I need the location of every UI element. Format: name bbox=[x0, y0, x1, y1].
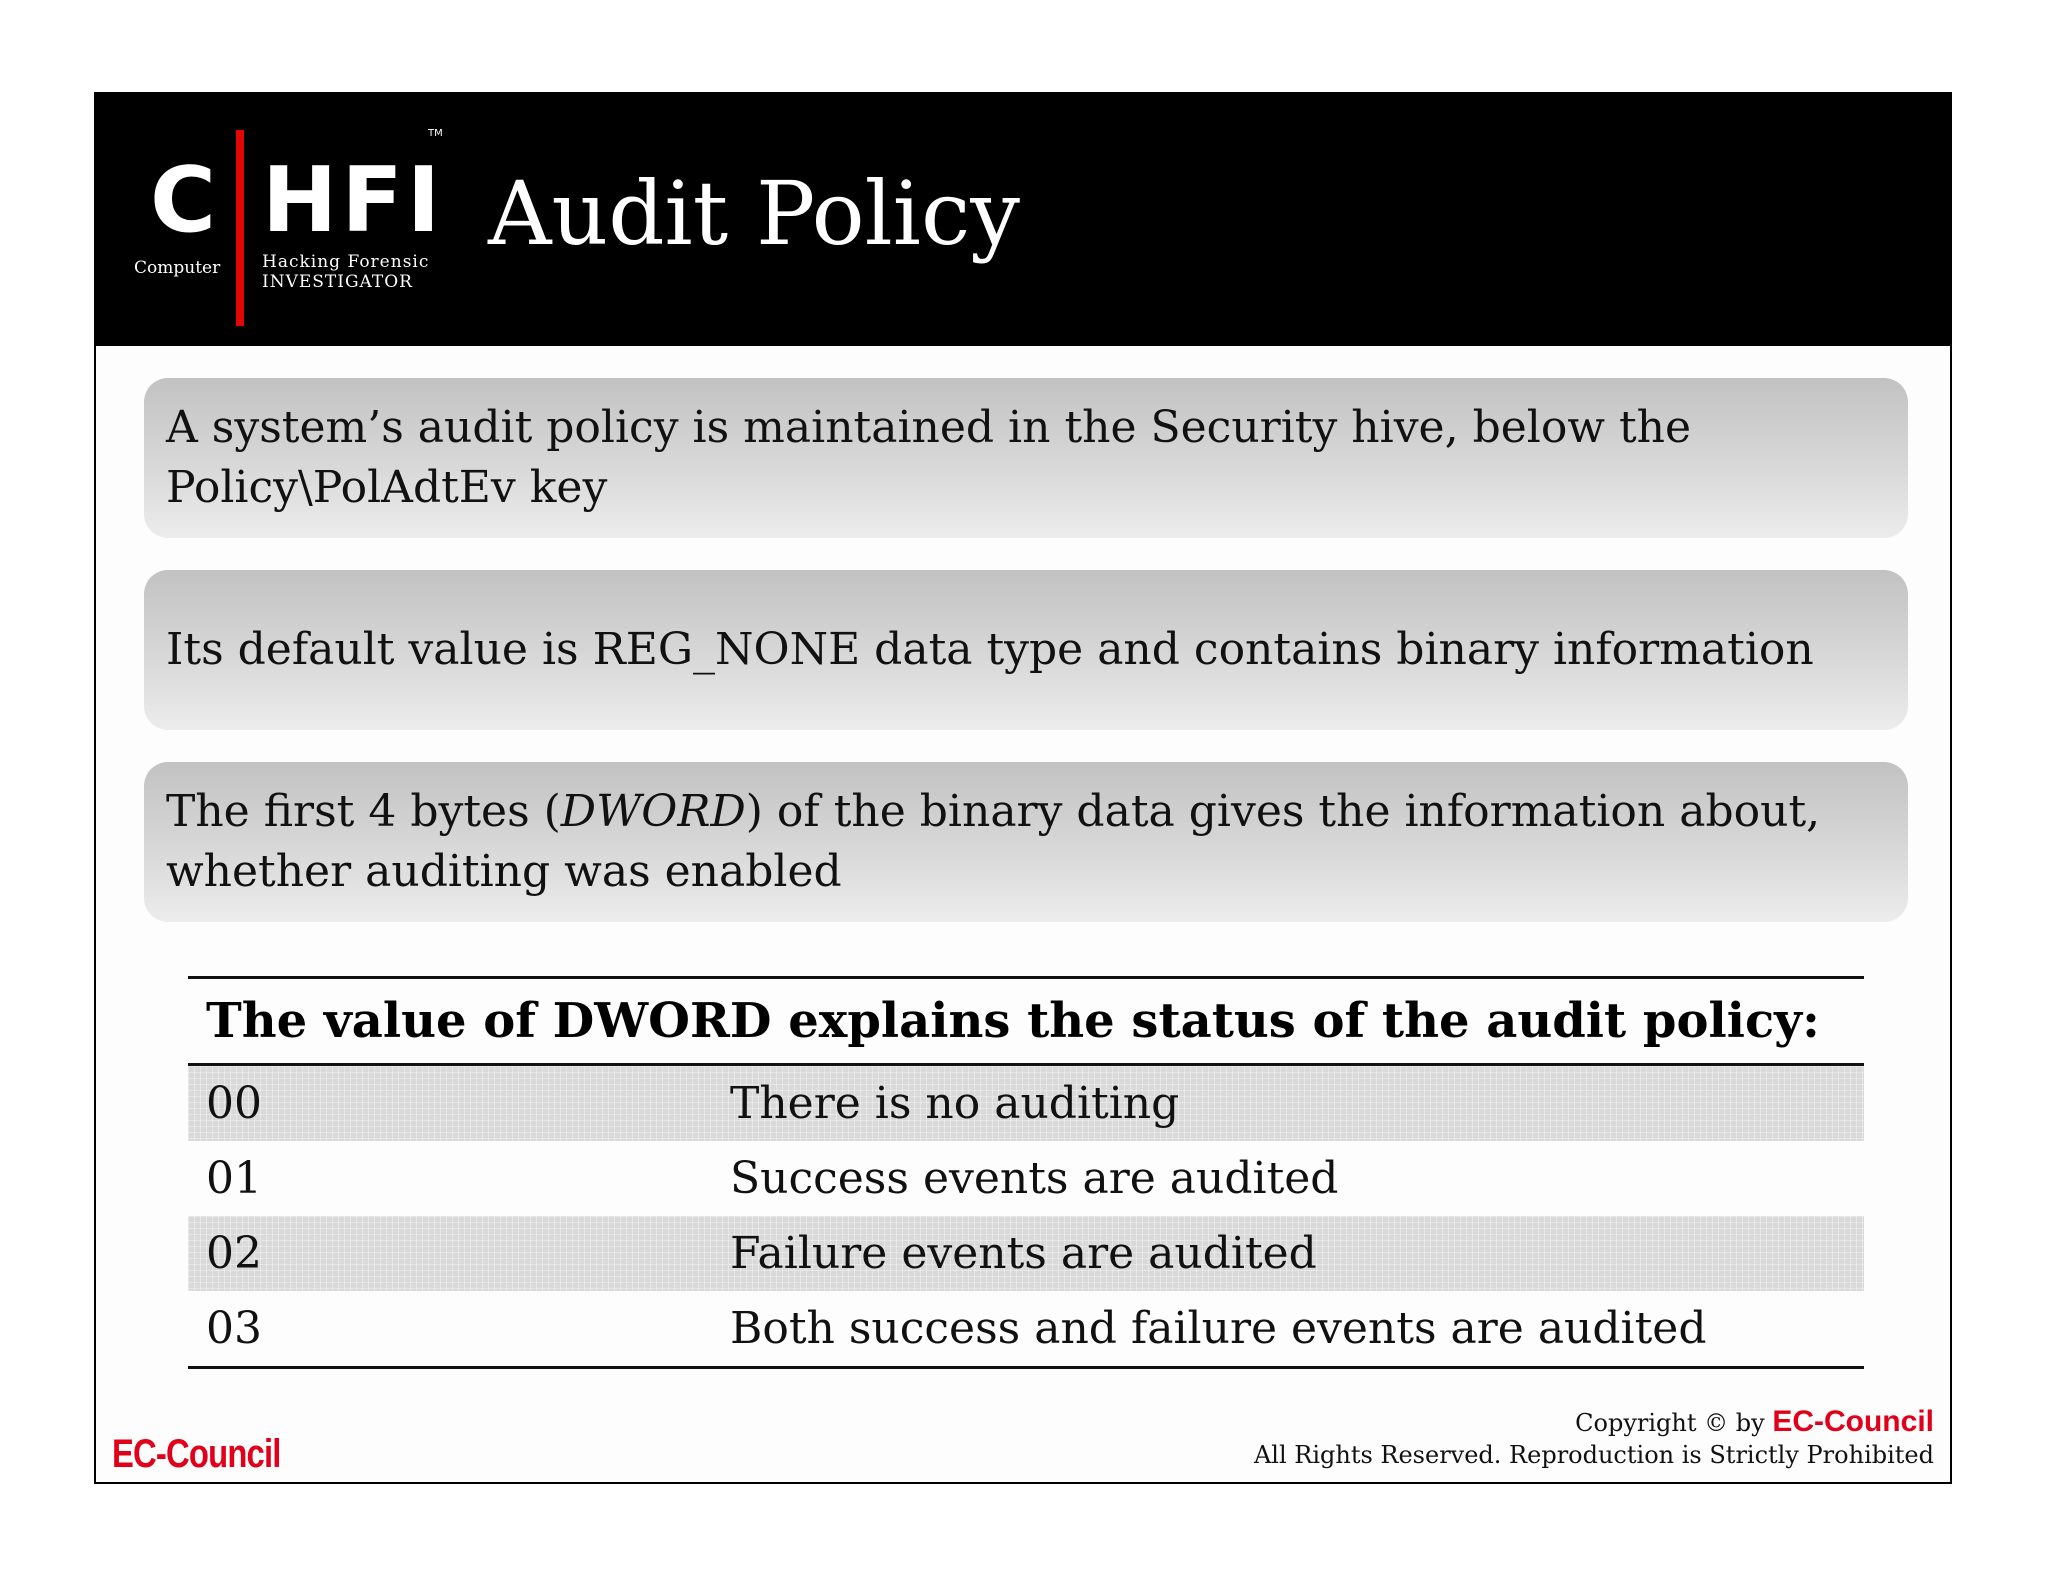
chfi-logo bbox=[134, 110, 464, 310]
logo-hacking-forensic-text: Hacking Forensic bbox=[262, 252, 430, 272]
dword-status-table bbox=[188, 976, 1864, 1369]
info-box-default-value bbox=[144, 570, 1908, 730]
table-row bbox=[188, 1066, 1864, 1141]
info-box-text-line2: whether auditing was enabled bbox=[166, 846, 842, 897]
info-box-text-post: ) of the binary data gives the information about, bbox=[745, 786, 1821, 837]
table-row bbox=[188, 1216, 1864, 1291]
table-cell-desc: Failure events are audited bbox=[730, 1228, 1317, 1279]
info-box-text-pre: The first 4 bytes ( bbox=[166, 786, 561, 837]
ec-council-logo: EC-Council bbox=[112, 1432, 281, 1476]
page-title: Audit Policy bbox=[488, 162, 1020, 265]
info-box-text-line1: A system’s audit policy is maintained in the Security hive, below the bbox=[166, 402, 1692, 453]
table-cell-desc: There is no auditing bbox=[730, 1078, 1180, 1129]
table-cell-desc: Success events are audited bbox=[730, 1153, 1339, 1204]
slide bbox=[94, 92, 1952, 1484]
logo-letter-c: C bbox=[150, 148, 217, 253]
logo-letters-hfi: HFI bbox=[262, 148, 445, 253]
copyright-brand: EC-Council bbox=[1772, 1405, 1934, 1438]
copyright-prefix: Copyright © by bbox=[1575, 1409, 1773, 1437]
info-box-dword bbox=[144, 762, 1908, 922]
info-box-text-italic: DWORD bbox=[560, 786, 746, 837]
copyright-notice bbox=[1254, 1406, 1934, 1471]
header-bar bbox=[96, 94, 1950, 346]
table-cell-code: 00 bbox=[206, 1078, 262, 1129]
info-box-text: Its default value is REG_NONE data type and contains binary information bbox=[166, 624, 1814, 675]
table-cell-code: 01 bbox=[206, 1153, 262, 1204]
logo-red-bar bbox=[236, 130, 244, 326]
table-cell-code: 03 bbox=[206, 1303, 262, 1354]
table-cell-desc: Both success and failure events are audited bbox=[730, 1303, 1707, 1354]
table-cell-code: 02 bbox=[206, 1228, 262, 1279]
table-row bbox=[188, 1291, 1864, 1366]
info-box-text-line2: Policy\PolAdtEv key bbox=[166, 462, 608, 513]
info-box-security-hive bbox=[144, 378, 1908, 538]
logo-trademark: TM bbox=[428, 128, 443, 139]
logo-investigator-text: INVESTIGATOR bbox=[262, 272, 413, 292]
table-row bbox=[188, 1141, 1864, 1216]
logo-computer-text: Computer bbox=[134, 258, 221, 278]
table-title: The value of DWORD explains the status of the audit policy: bbox=[188, 976, 1864, 1066]
table-bottom-rule bbox=[188, 1366, 1864, 1369]
rights-text: All Rights Reserved. Reproduction is Strictly Prohibited bbox=[1253, 1441, 1934, 1469]
